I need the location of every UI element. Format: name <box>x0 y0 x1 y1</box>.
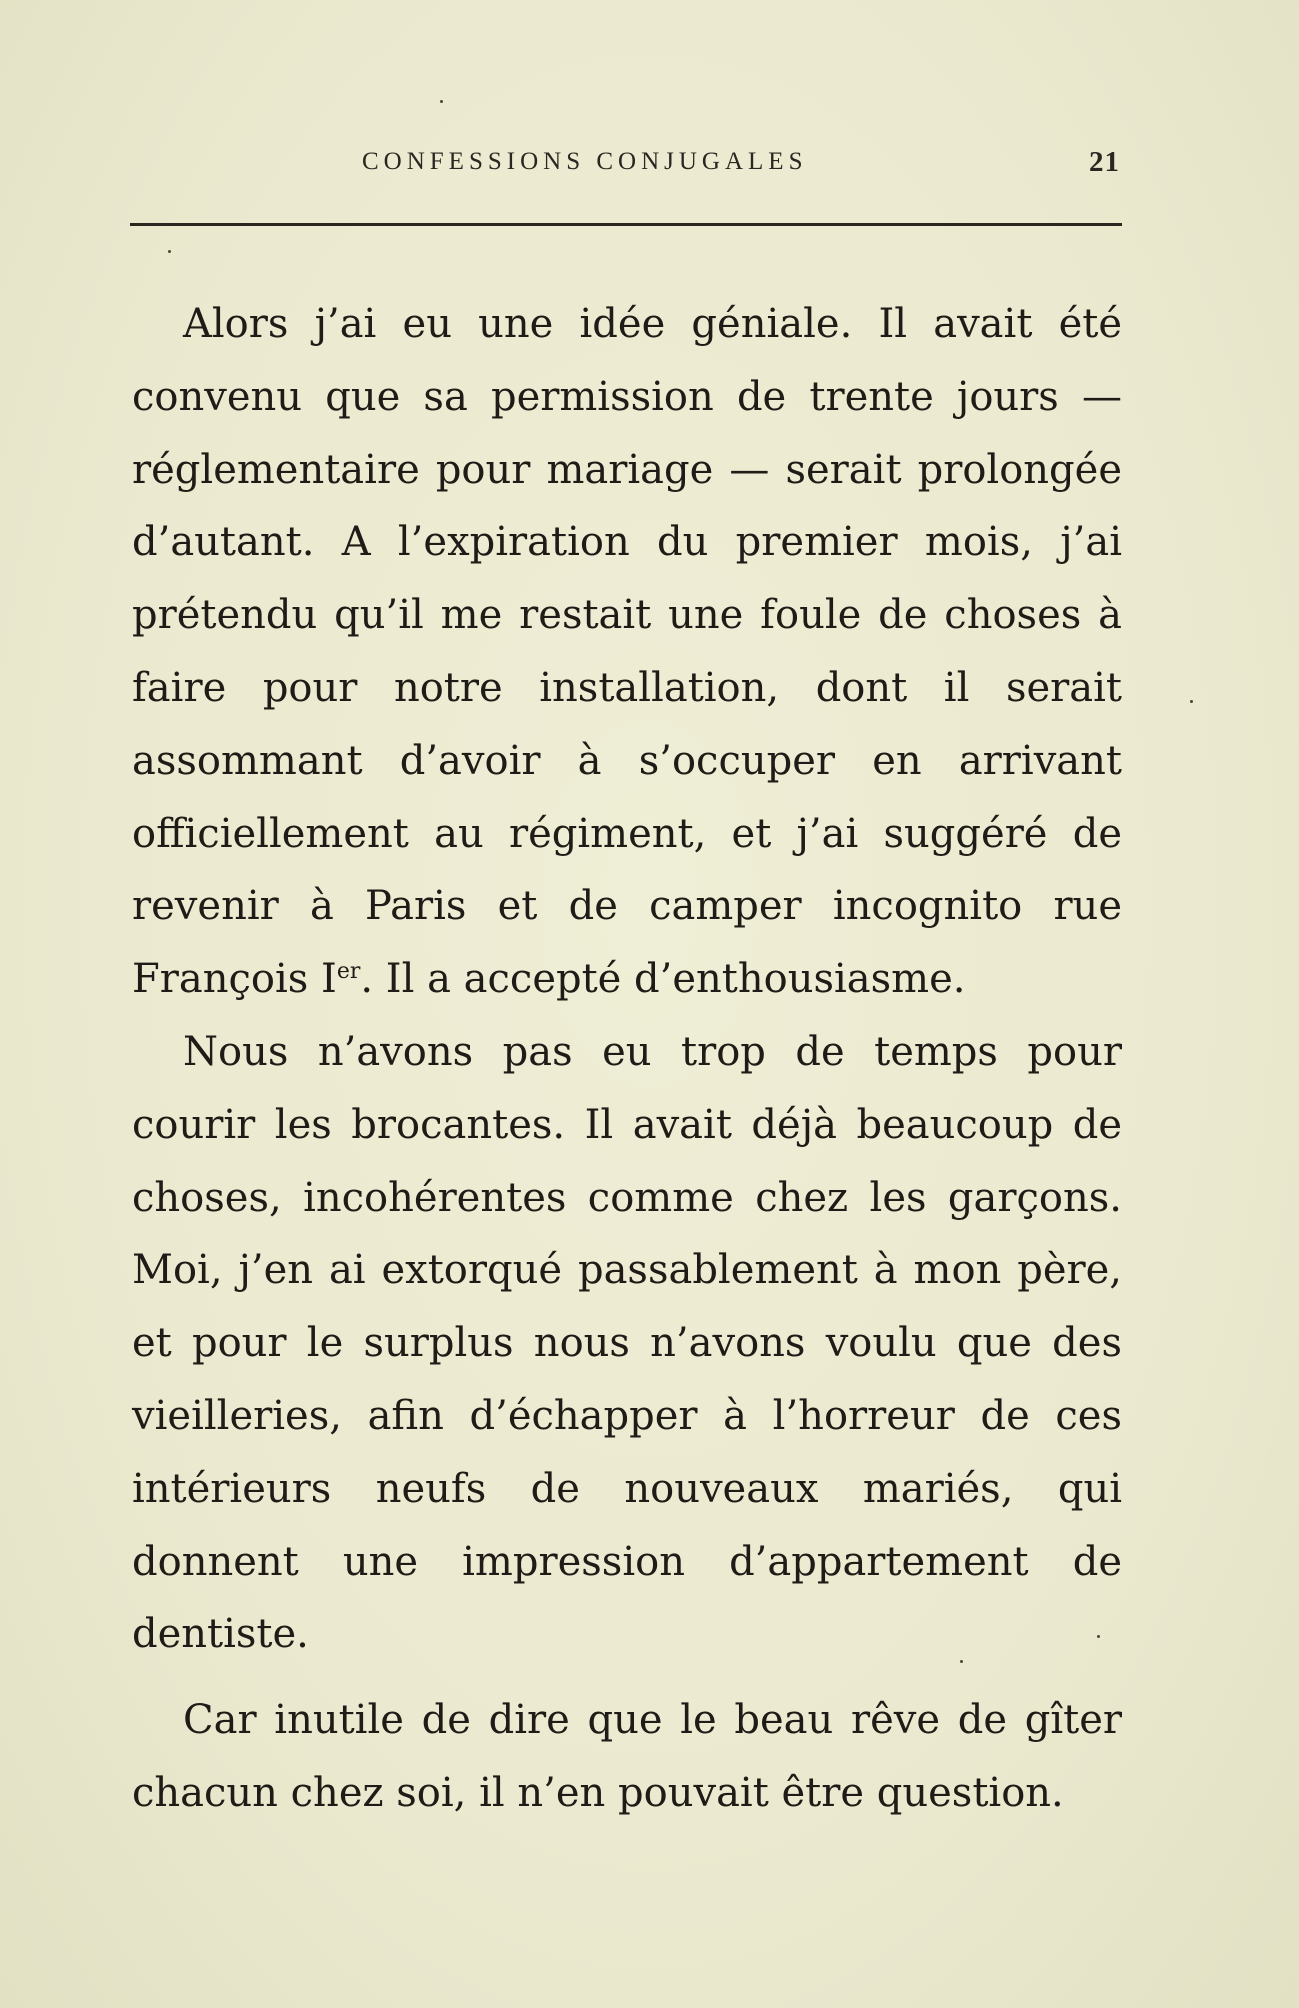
paragraph-text: Car inutile de dire que le beau rêve de gîter chacun chez soi, il n’en pouvait être question. <box>132 1697 1122 1816</box>
page-header <box>130 148 1120 188</box>
page-number: 21 <box>1089 146 1120 178</box>
paragraph <box>132 1016 1122 1671</box>
paper-speck <box>1097 1635 1100 1638</box>
body-text <box>132 288 1122 1830</box>
header-rule <box>130 223 1122 226</box>
paragraph-text: Alors j’ai eu une idée géniale. Il avait été convenu que sa permission de trente jours — réglementaire pour mariage — serait prolongée d’autant. A l’expiration du premier mois, j’ai prétendu qu’il me restait une foule de choses à faire pour notre installation, dont il serait assommant d’avoir à s’occuper en arrivant officiellement au régiment, et j’ai suggéré de revenir à Paris et de camper incognito rue François I <box>132 301 1122 1003</box>
paper-speck <box>440 100 443 103</box>
paper-speck <box>168 250 171 253</box>
paper-speck <box>960 1660 963 1663</box>
paragraph-text: Nous n’avons pas eu trop de temps pour courir les brocantes. Il avait déjà beaucoup de choses, incohérentes comme chez les garçons. Moi, j’en ai extorqué passablement à mon père, et pour le surplus nous n’avons voulu que des vieilleries, afin d’échapper à l’horreur de ces intérieurs neufs de nouveaux mariés, qui donnent une impression d’appartement de dentiste. <box>132 1028 1122 1658</box>
paragraph <box>132 1684 1122 1830</box>
ordinal-superscript: er <box>336 959 361 985</box>
running-title: CONFESSIONS CONJUGALES <box>362 148 808 175</box>
paragraph-text: . Il a accepté d’enthousiasme. <box>360 956 966 1003</box>
paragraph <box>132 288 1122 1016</box>
paper-speck <box>1190 700 1193 703</box>
